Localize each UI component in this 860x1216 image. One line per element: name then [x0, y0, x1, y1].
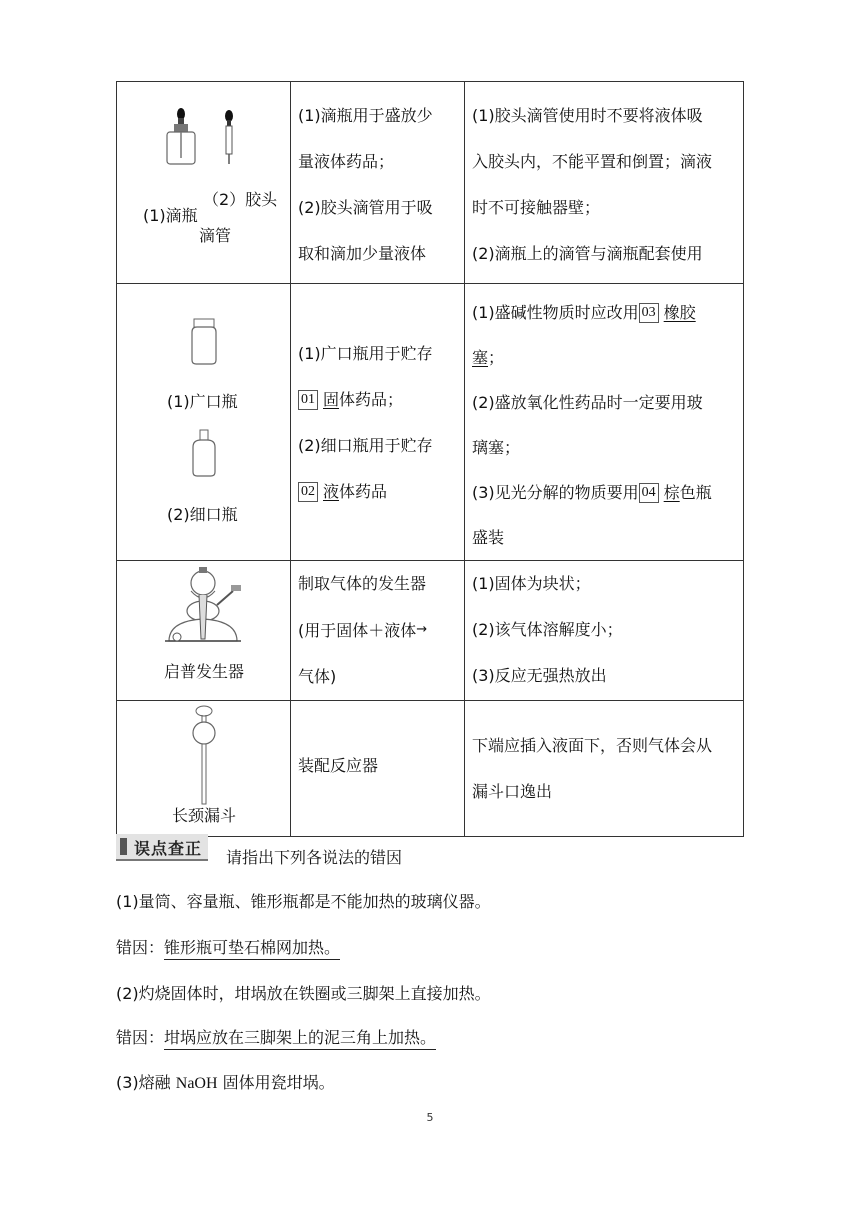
notes-cell [465, 561, 744, 701]
table-row [117, 701, 744, 837]
section-tag [116, 834, 208, 861]
text-fragment: ； [488, 348, 505, 367]
error-reason-1: 锥形瓶可垫石棉网加热。 [164, 938, 340, 960]
tag-bar [120, 838, 127, 855]
image-cell-funnel [117, 701, 291, 837]
text-line: 盛装 [472, 528, 505, 547]
page-number: 5 [426, 1111, 434, 1124]
usage-cell [291, 284, 465, 561]
dropper-bottle-illustration [117, 82, 291, 282]
chemical-formula: NaOH [175, 1075, 218, 1092]
error-label: 错因： [116, 938, 165, 957]
text-line: 漏斗口逸出 [472, 782, 553, 801]
image-cell-kipp [117, 561, 291, 701]
text-line: (2)胶头滴管用于吸 [298, 198, 433, 217]
usage-cell [291, 561, 465, 701]
caption-narrow-mouth-bottle: (2)细口瓶 [167, 505, 238, 524]
text-fragment: (1)盛碱性物质时应改用 [472, 303, 639, 322]
caption-dropper-2: 滴管 [199, 226, 232, 245]
image-cell-bottles [117, 284, 291, 561]
caption-kipp-generator: 启普发生器 [163, 662, 244, 681]
error-label: 错因： [116, 1028, 165, 1047]
image-cell-dropper [117, 82, 291, 284]
text-line: (1)胶头滴管使用时不要将液体吸 [472, 106, 703, 125]
text-fragment: (3)熔融 [116, 1073, 171, 1092]
question-1: (1)量筒、容量瓶、锥形瓶都是不能加热的玻璃仪器。 [116, 892, 491, 911]
answer-line-2 [116, 1025, 436, 1048]
answer-box-01: 01 [298, 390, 318, 410]
text-fragment: (3)见光分解的物质要用 [472, 483, 639, 502]
text-line: (1)广口瓶用于贮存 [298, 344, 433, 363]
text-line: (2)盛放氧化性药品时一定要用玻 [472, 393, 703, 412]
text-line: 制取气体的发生器 [298, 574, 427, 593]
answer-01: 固 [323, 390, 340, 409]
answer-line-1 [116, 935, 340, 958]
table-row [117, 284, 744, 561]
section-tag-label: 误点查正 [134, 839, 203, 858]
text-line: 取和滴加少量液体 [298, 244, 427, 263]
notes-cell [465, 82, 744, 284]
answer-03b: 塞 [472, 348, 489, 367]
text-line: (2)细口瓶用于贮存 [298, 436, 433, 455]
text-line: 时不可接触器壁； [472, 198, 601, 217]
text-line: (1)固体为块状； [472, 574, 591, 593]
caption-dropper-1: （2）胶头 [203, 190, 278, 209]
answer-box-02: 02 [298, 482, 318, 502]
section-instruction: 请指出下列各说法的错因 [226, 848, 403, 867]
reaction-arrow-icon: → [416, 622, 428, 637]
answer-03a: 橡胶 [663, 303, 696, 322]
text-line: 装配反应器 [298, 756, 379, 775]
text-line: (3)反应无强热放出 [472, 666, 607, 685]
caption-dropper-bottle: (1)滴瓶 [143, 206, 198, 225]
text-fragment: 体药品 [339, 482, 388, 501]
answer-02: 液 [323, 482, 340, 501]
usage-cell [291, 701, 465, 837]
text-line: (2)该气体溶解度小； [472, 620, 623, 639]
text-line: (1)滴瓶用于盛放少 [298, 106, 433, 125]
text-line: 璃塞； [472, 438, 521, 457]
text-line: 入胶头内，不能平置和倒置；滴液 [472, 152, 713, 171]
text-line: 下端应插入液面下，否则气体会从 [472, 736, 713, 755]
answer-04: 棕 [663, 483, 680, 502]
text-line: (2)滴瓶上的滴管与滴瓶配套使用 [472, 244, 703, 263]
caption-long-neck-funnel: 长颈漏斗 [171, 806, 236, 825]
notes-cell [465, 701, 744, 837]
question-2: (2)灼烧固体时，坩埚放在铁圈或三脚架上直接加热。 [116, 984, 491, 1003]
text-line: 气体) [298, 667, 337, 686]
table-row [117, 561, 744, 701]
table-row [117, 82, 744, 284]
notes-cell [465, 284, 744, 561]
instrument-table [116, 81, 744, 837]
answer-box-04: 04 [639, 483, 659, 503]
text-fragment: 色瓶 [679, 483, 712, 502]
usage-cell [291, 82, 465, 284]
text-fragment: 固体用瓷坩埚。 [222, 1073, 335, 1092]
text-fragment: 体药品； [339, 390, 404, 409]
caption-wide-mouth-bottle: (1)广口瓶 [167, 392, 238, 411]
question-3 [116, 1070, 335, 1093]
text-line: 量液体药品； [298, 152, 395, 171]
error-reason-2: 坩埚应放在三脚架上的泥三角上加热。 [164, 1028, 436, 1050]
text-fragment: (用于固体＋液体 [298, 621, 417, 640]
answer-box-03: 03 [639, 303, 659, 323]
